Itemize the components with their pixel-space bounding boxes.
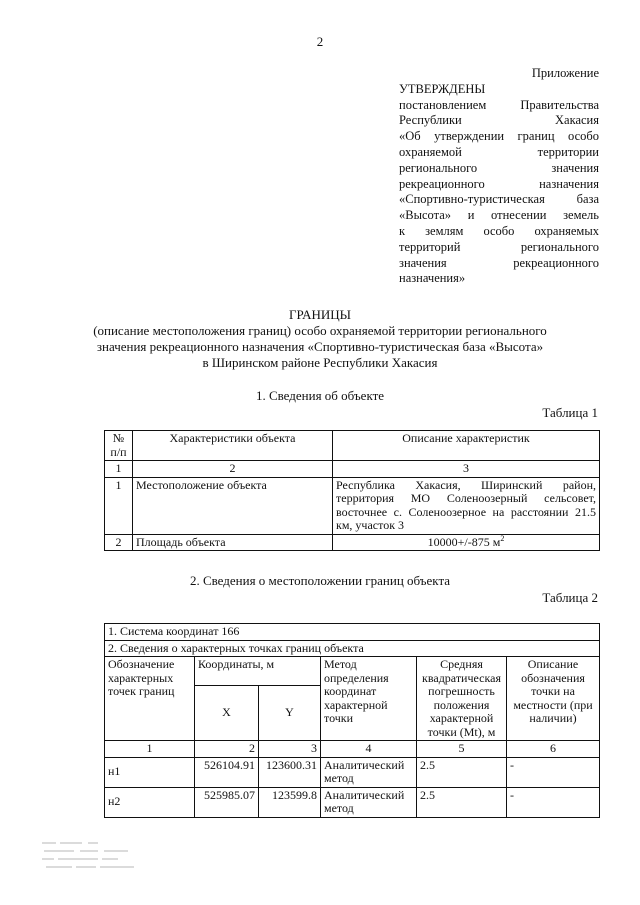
column-number: 5 (417, 741, 507, 758)
point-method: Аналитический метод (321, 757, 417, 787)
table1-label: Таблица 1 (542, 405, 598, 420)
title-line: (описание местоположения границ) особо охраняемой территории регионального (93, 323, 547, 338)
column-number: 4 (321, 741, 417, 758)
approval-line: «Высота» и отнесении земель (399, 208, 599, 223)
column-number: 1 (105, 741, 195, 758)
approval-line: регионального значения (399, 160, 599, 175)
approval-line: значения рекреационного (399, 255, 599, 270)
table2-label: Таблица 2 (542, 590, 598, 605)
table-number-row (105, 461, 600, 478)
approval-block (399, 66, 599, 287)
header-coordinates: Координаты, м (195, 657, 321, 686)
characteristic-name: Местоположение объекта (133, 477, 333, 534)
area-unit-exponent: 2 (500, 533, 505, 543)
approved-label: УТВЕРЖДЕНЫ (399, 81, 486, 96)
header-cell: Описание характеристик (333, 431, 600, 461)
table-boundary-points (104, 623, 600, 818)
approval-line: охраняемой территории (399, 144, 599, 159)
column-number: 2 (195, 741, 259, 758)
header-cell: Характеристики объекта (133, 431, 333, 461)
point-name: н1 (105, 757, 195, 787)
table-header-row (105, 657, 600, 686)
table-row (105, 757, 600, 787)
approval-line: Республики Хакасия (399, 113, 599, 128)
column-number: 2 (133, 461, 333, 478)
point-name: н2 (105, 787, 195, 817)
table-number-row (105, 741, 600, 758)
section1-title: 1. Сведения об объекте (255, 388, 385, 403)
header-method: Метод определения координат характерной точки (321, 657, 417, 741)
point-y: 123599.8 (259, 787, 321, 817)
points-info: 2. Сведения о характерных точках границ объекта (105, 640, 600, 657)
coord-system: 1. Система координат 166 (105, 624, 600, 641)
characteristic-name: Площадь объекта (133, 534, 333, 551)
characteristic-description (333, 477, 600, 534)
description-line: Республика Хакасия, Ширинский район, (336, 477, 596, 492)
title-heading: ГРАНИЦЫ (289, 307, 351, 322)
description-line: км, участок 3 (336, 518, 405, 532)
point-x: 526104.91 (195, 757, 259, 787)
approval-line: рекреационного назначения (399, 176, 599, 191)
points-info-row (105, 640, 600, 657)
approval-line: «Спортивно-туристическая база (399, 192, 599, 207)
appendix-label: Приложение (531, 66, 599, 80)
approval-line: постановлением Правительства (399, 97, 599, 112)
header-description: Описание обозначения точки на местности (при наличии) (507, 657, 600, 741)
header-designation: Обозначение характерных точек границ (105, 657, 195, 741)
coord-system-row (105, 624, 600, 641)
approval-line: территорий регионального (399, 239, 599, 254)
header-error: Средняя квадратическая погрешность положения характерной точки (Mt), м (417, 657, 507, 741)
document-title (0, 307, 640, 371)
characteristic-description (333, 534, 600, 551)
header-cell: № п/п (105, 431, 133, 461)
row-number: 2 (105, 534, 133, 551)
column-number: 3 (333, 461, 600, 478)
point-description: - (507, 787, 600, 817)
column-number: 3 (259, 741, 321, 758)
scan-noise-mark (40, 838, 150, 878)
table-header-row (105, 431, 600, 461)
table-row (105, 477, 600, 534)
title-line: значения рекреационного назначения «Спортивно-туристическая база «Высота» (96, 339, 544, 354)
point-y: 123600.31 (259, 757, 321, 787)
point-x: 525985.07 (195, 787, 259, 817)
column-number: 1 (105, 461, 133, 478)
section2-title: 2. Сведения о местоположении границ объекта (189, 573, 451, 588)
description-line: восточнее с. Соленоозерное на расстоянии 21.5 (336, 504, 596, 519)
row-number: 1 (105, 477, 133, 534)
approval-line: назначения» (399, 271, 466, 286)
point-error: 2.5 (417, 757, 507, 787)
description-line: территория МО Соленоозерный сельсовет, (336, 491, 596, 505)
point-error: 2.5 (417, 787, 507, 817)
header-x: X (195, 686, 259, 741)
point-method: Аналитический метод (321, 787, 417, 817)
title-line: в Ширинском районе Республики Хакасия (202, 355, 438, 370)
area-value: 10000+/-875 м (427, 534, 501, 549)
approval-line: к землям особо охраняемых (399, 223, 599, 238)
table-row (105, 787, 600, 817)
column-number: 6 (507, 741, 600, 758)
table-row (105, 534, 600, 551)
header-y: Y (259, 686, 321, 741)
page-number: 2 (316, 34, 324, 49)
approval-line: «Об утверждении границ особо (399, 129, 599, 144)
table-object-info (104, 430, 600, 551)
point-description: - (507, 757, 600, 787)
